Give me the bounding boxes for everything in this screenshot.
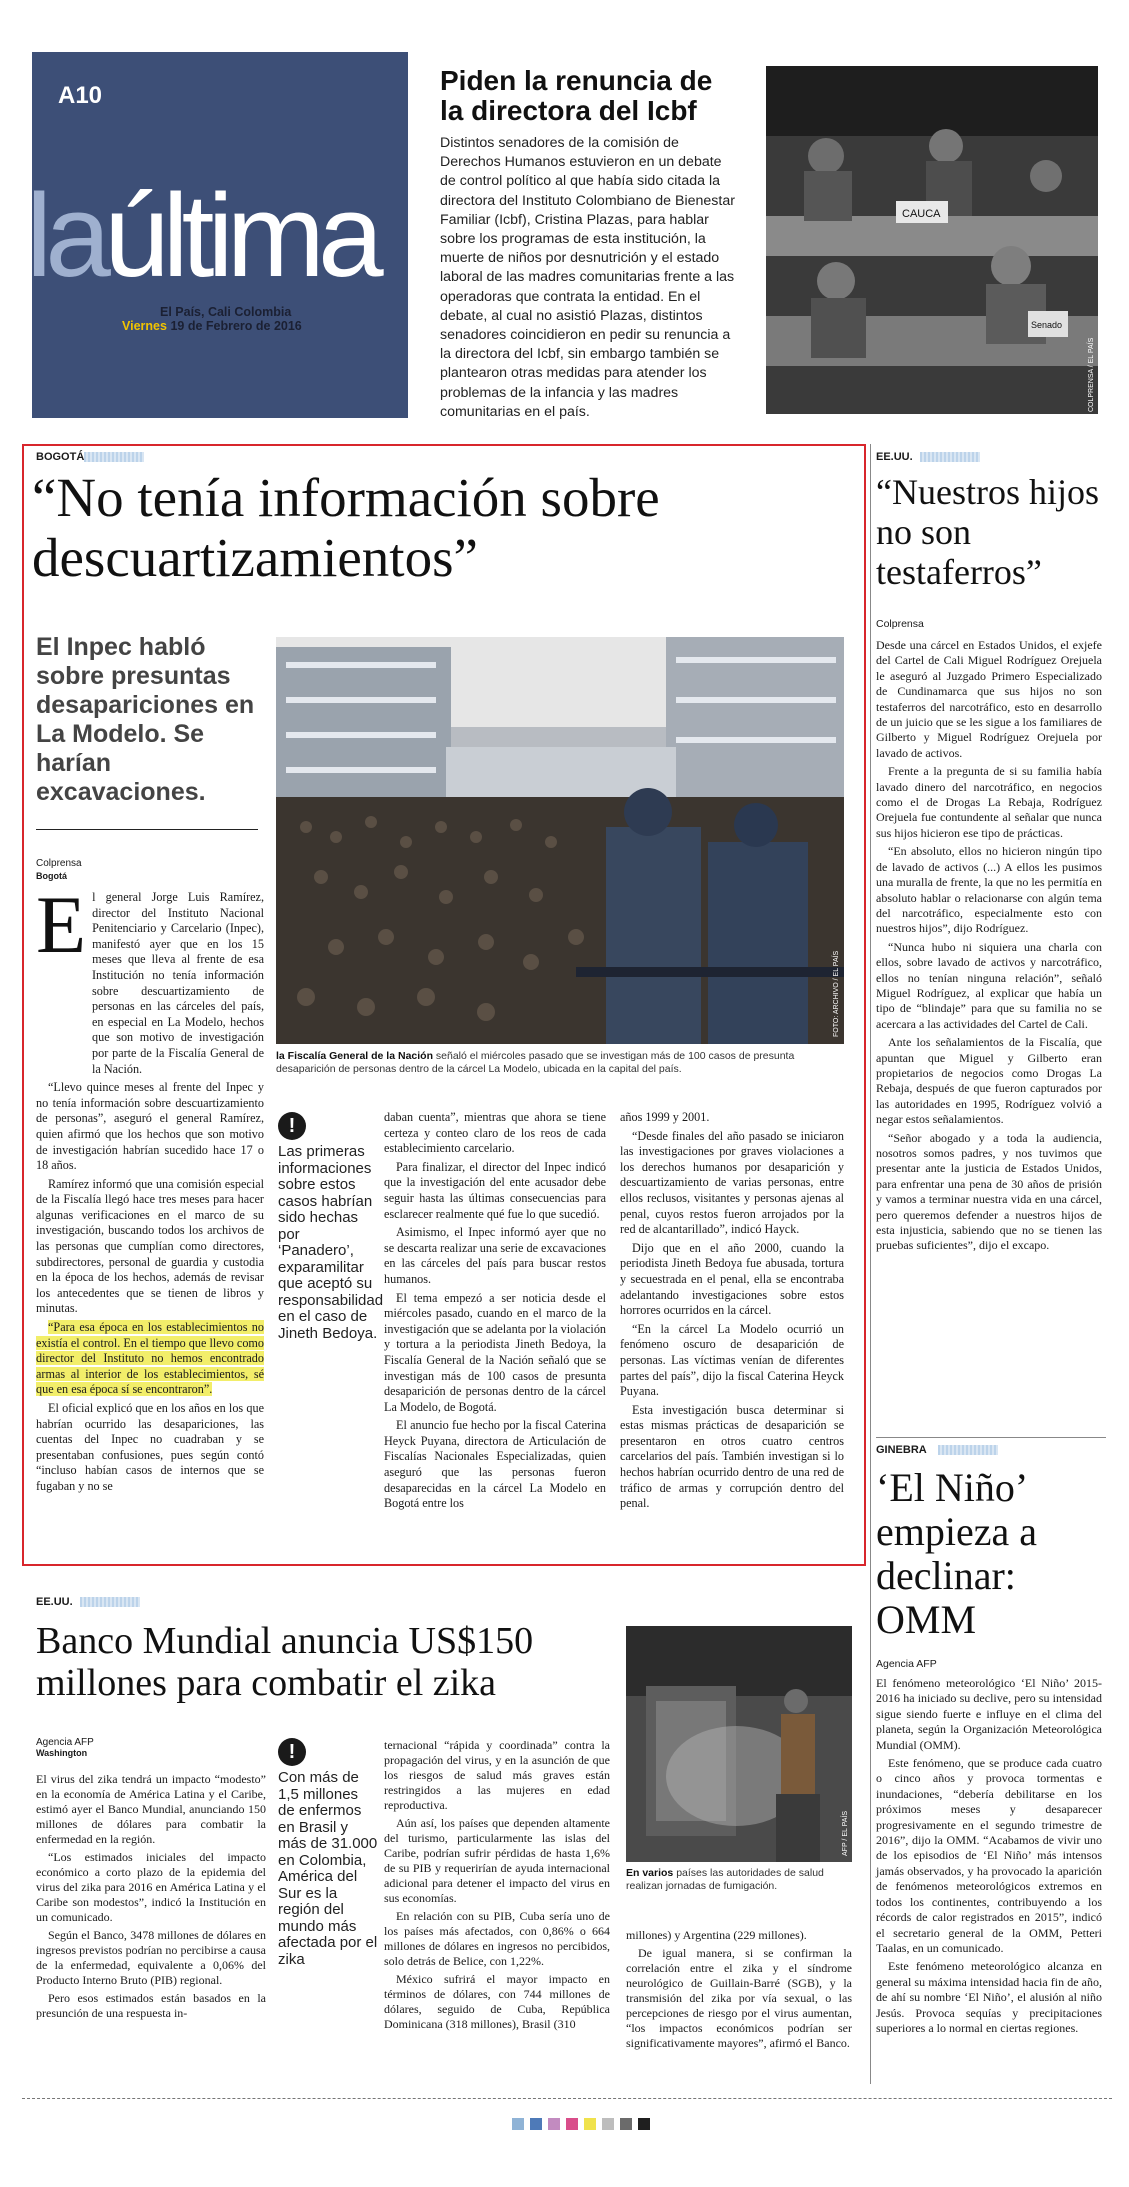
color-swatch [512,2118,524,2130]
right-p1: Desde una cárcel en Estados Unidos, el exjefe del Cartel de Cali Miguel Rodríguez Orejuela le aseguró al Juzgado Primero Especializado de Cundinamarca que sus hijos no son testaferros del narcotráfico, esto en desarrollo de un juicio que se les sigue a los familiares de Gilberto y Miguel Rodríguez Orejuela por lavado de activos. [876,638,1102,760]
zika-sidenote [278,1738,378,1968]
zika-c3-p1: ternacional “rápida y coordinada” contra la propagación del virus, y en la asunción de que los riesgos de salud más graves están restringidos a las mujeres en edad reproductiva. [384,1738,610,1812]
right-p5: Ante los señalamientos de la Fiscalía, que apuntan que Miguel y Gilberto eran propietarios de negocios como Drogas La Rebaja, después de que fueron capturados por las autoridades en 1995, Rodríguez volvió a negar estos señalamientos. [876,1035,1102,1127]
color-swatch [566,2118,578,2130]
main-photo-credit: FOTO: ARCHIVO / EL PAÍS [833,950,840,1037]
nino-p2: Este fenómeno, que se produce cada cuatro o cinco años y provoca tormentas e inundaciones, “debería debilitarse en los próximos meses y desaparecer progresivamente en el segundo trimestre de 2016”, dijo la OMM. “Acabamos de vivir uno de los episodios de ‘El Niño’ más intensos jamás observados, y ha provocado la aparición de fenómenos meteorológicos extremos en todos los continentes, contribuyendo a los récords de calor registrados en 2015”, indicó el secretario general de la OMM, Petteri Taalas, en un comunicado. [876,1756,1102,1955]
main-col4-p3: Dijo que en el año 2000, cuando la periodista Jineth Bedoya fue abusada, tortura y secuestrada en el penal, ella se encontraba adelantando investigaciones sobre estos horrores ocurridos en la cárcel. [620,1240,844,1318]
right-divider [876,1437,1106,1438]
right-p4: “Nunca hubo ni siquiera una charla con ellos, sobre lavado de activos y narcotráfico, ellos no tenían ninguna relación”, señaló Miguel Rodríguez, al explicar que había un tipo de “blindaje” para que su familia no se acercara a las actividades del Cartel de Cali. [876,939,1102,1031]
main-source-city: Bogotá [36,871,67,881]
nino-source: Agencia AFP [876,1658,937,1670]
zika-caption-bold: En varios [626,1867,674,1879]
nino-body [876,1676,1102,2039]
right-p6: “Señor abogado y a toda la audiencia, nosotros somos padres, y nos tuvimos que presentar ante la justicia de Estados Unidos, para enfrentar una pena de 30 años de prisión y vamos a terminar nuestra vida en una cárcel, pero queremos defender a nuestros hijos de esta injusticia, sabiendo que no se tienen las pruebas suficientes”, dijo el excapo. [876,1130,1102,1253]
dateline [122,305,382,333]
right-source: Colprensa [876,618,924,630]
main-col1-p5: El oficial explicó que en los años en los que habrían ocurrido las desapariciones, las cuentas del Inpec no cuadraban y se presentaban confusiones, pues según contó “incluso habían casos de internos que se fugaban y no se [36,1401,264,1493]
zika-c3-p2: Aún así, los países que dependen altamente del turismo, particularmente las islas del Caribe, podrían sufrir pérdidas de hasta 1,6% de su PIB y requerirían de ayuda internacional adicional para detener el impacto del virus en sus economías. [384,1816,610,1905]
main-col3-p2: Para finalizar, el director del Inpec indicó que la investigación del ente acusador debe seguir hasta las últimas consecuencias para esclarecer realmente qué fue lo que sucedió. [384,1159,606,1221]
zika-tag-label: EE.UU. [36,1596,73,1608]
deck-rule [36,829,258,830]
zika-col-3 [384,1738,610,2035]
masthead-block [26,52,408,418]
zika-tag-bar [80,1597,140,1607]
nino-tag-bar [938,1445,998,1455]
right-story-tag-label: EE.UU. [876,451,913,463]
zika-caption-text: países las autoridades de salud realizan jornadas de fumigación. [626,1867,824,1892]
footer-rule [22,2098,1112,2099]
right-body [876,638,1102,1257]
color-swatch [530,2118,542,2130]
main-col1-highlight [36,1320,264,1398]
zika-tag [36,1596,73,1608]
exclamation-icon-zika: ! [278,1738,306,1766]
main-col-3 [384,1110,606,1515]
zika-c1-p1: El virus del zika tendrá un impacto “modesto” en la economía de América Latina y el Caribe, estimó ayer el Banco Mundial, anunciando 150 millones de dólares para combatir la enfermedad en la región. [36,1772,266,1846]
zika-headline: Banco Mundial anuncia US$150 millones para combatir el zika [36,1620,534,1704]
page-number: A10 [58,82,103,109]
color-swatch [638,2118,650,2130]
dropcap: E [36,879,87,970]
section-title [26,170,377,302]
nino-p3: Este fenómeno meteorológico alcanza en general su máxima intensidad hacia fin de año, de ahí su nombre ‘El Niño’, el alusión al niño Jesús. Provoca sequías y precipitaciones superiores a lo normal en ciertas regiones. [876,1959,1102,2035]
main-col4-p5: Esta investigación busca determinar si estas mismas prácticas de desaparición se presentaron en otros cuatro centros carcelarios del país. También investigan si lo hechos habrían ocurrido dentro de una red de tráfico de armas y corrupción dentro del penal. [620,1402,844,1511]
top-headline: Piden la renuncia de la directora del Icbf [440,65,713,126]
color-swatch [620,2118,632,2130]
nino-headline: ‘El Niño’ empieza a declinar: OMM [876,1465,1037,1642]
nino-p1: El fenómeno meteorológico ‘El Niño’ 2015-2016 ha iniciado su declive, pero su intensidad sigue siendo fuerte e influye en el clima del planeta, según la Organización Meteorológica Mundial (OMM). [876,1676,1102,1752]
dateline-date: 19 de Febrero de 2016 [170,319,302,333]
nino-tag-label: GINEBRA [876,1444,927,1456]
zika-col-1 [36,1772,266,2024]
main-col3-p4: El tema empezó a ser noticia desde el miércoles pasado, cuando en el marco de la investigación que se adelanta por la violación y tortura a la periodista Jineth Bedoya, la Fiscalía General de la Nación señaló que se investigan más de 100 casos de presunta desaparición de personas dentro de la cárcel La Modelo, de Bogotá. [384,1290,607,1414]
main-story-tag-label: BOGOTÁ [36,451,85,463]
main-sidenote [278,1112,384,1342]
zika-col-4 [626,1928,852,2054]
main-col-1 [36,879,264,1498]
main-col3-p5: El anuncio fue hecho por la fiscal Caterina Heyck Puyana, directora de Articulación de Fiscalías Nacionales Especializadas, quien aseguró que las personas fueron desaparecidas en la cárcel La Modelo en Bogotá entre los [384,1418,606,1511]
prison-photo [276,637,844,1044]
zika-c1-p2: “Los estimados iniciales del impacto económico a corto plazo de la epidemia del virus del zika para 2016 en América Latina y el Caribe son modestos”, indicó la Institución en un comunicado. [36,1850,266,1924]
dateline-day: Viernes [122,319,167,333]
section-title-la: la [26,170,104,302]
main-headline: “No tenía información sobre descuartizamientos” [32,467,660,588]
nino-tag [876,1444,927,1456]
right-column-rule [870,444,871,2084]
color-swatch [584,2118,596,2130]
color-swatch [602,2118,614,2130]
zika-c4-p1: millones) y Argentina (229 millones). [626,1928,807,1942]
main-story-tag [36,451,84,463]
main-story-tag-bar [84,452,144,462]
senate-photo-svg [766,66,1098,414]
main-col4-p4: “En la cárcel La Modelo ocurrió un fenómeno oscuro de desaparición de personas. Las víctimas venían de diferentes partes del país”, dijo la fiscal Caterina Heyck Puyana. [620,1321,844,1399]
zika-c1-p3: Según el Banco, 3478 millones de dólares en ingresos previstos podrían no percibirse a causa de la enfermedad, equivalente a 0,06% del Producto Interno Bruto (PIB) regional. [36,1928,266,1987]
dateline-paper: El País, Cali Colombia [160,305,292,319]
zika-photo-caption [626,1867,852,1893]
top-photo-credit: COLPRENSA / EL PAÍS [1088,337,1095,412]
top-body: Distintos senadores de la comisión de Derechos Humanos estuvieron en un debate de control político al que había sido citada la directora del Instituto Colombiano de Bienestar Familiar (Icbf), Cristina Plazas, para hablar sobre los programas de esta institución, la muerte de niños por desnutrición y el estado laboral de las madres comunitarias frente a las operadoras que contrata la entidad. En el debate, al cual no asistió Plazas, distintos senadores coincidieron en pedir su renuncia a la directora del Icbf, sin embargo también se plantearon otras medidas para atender los problemas de la infancia y las madres comunitarias en el país. [440,135,735,420]
zika-source-city: Washington [36,1748,88,1758]
zika-c3-p4: México sufrirá el mayor impacto en términos de dólares, con 744 millones de dólares, seguido de Cuba, República Dominicana (318 millones), Brasil (310 [384,1972,610,2031]
right-p3: “En absoluto, ellos no hicieron ningún tipo de lavado de activos (...) A ellos les pusimos una muralla de frente, la que no les permitía en absoluto hablar o relacionarse con algún tema del narcotráfico, especialmente esto con nuestros hijos”, dijo Rodríguez. [876,844,1102,936]
main-caption-bold: la Fiscalía General de la Nación [276,1050,433,1062]
senate-photo [766,66,1098,414]
exclamation-icon: ! [278,1112,306,1140]
zika-c3-p3: En relación con su PIB, Cuba sería uno de los países más afectados, con 0,86% o 664 millones de dólares en ingresos no percibidos, solo detrás de Belice, con 1,22%. [384,1909,610,1968]
highlighted-quote: “Para esa época en los establecimientos no existía el control. En el tiempo que llevo como director del Instituto no hemos encontrado armas al interior de los establecimientos, sé que en esa época sí se encontraron”. [36,1320,264,1397]
color-swatch [548,2118,560,2130]
main-col-4 [620,1110,844,1515]
main-col3-p1: daban cuenta”, mientras que ahora se tiene certeza y conteo claro de los reos de cada establecimiento carcelario. [384,1110,606,1156]
section-title-ultima: última [103,170,377,302]
main-col4-p2: “Desde finales del año pasado se iniciaron las investigaciones por graves violaciones a los derechos humanos por desaparición y descuartizamiento de varias personas, entre ellos reclusos, visitantes y personas ajenas al penal, cuyos restos fueron arrojados por la red de alcantarillado”, indicó Hayck. [620,1128,844,1237]
right-p2: Frente a la pregunta de si su familia había lavado dinero del narcotráfico, en negocios como el de Drogas La Rebaja, Rodríguez Orejuela fue contundente al señalar que nunca sus hijos hicieron ese tipo de prácticas. [876,764,1102,840]
photo-sign-senado: Senado [1031,320,1063,330]
main-deck: El Inpec habló sobre presuntas desapariciones en La Modelo. Se harían excavaciones. [36,633,255,806]
main-col1-p3: Ramírez informó que una comisión especial de la Fiscalía llegó hace tres meses para hacer algunas verificaciones en el marco de su investigación, buscando todos los archivos de las personas que cumplían como directores, subdirectores, personal de guardia y custodia en la época de los hechos, además de revisar los antecedentes que se tienen de libros y minutas. [36,1176,264,1316]
main-caption-text: señaló el miércoles pasado que se investigan más de 100 casos de presunta desaparición de personas dentro de la cárcel La Modelo, ubicada en la capital del país. [276,1050,795,1075]
main-photo-caption [276,1050,836,1076]
zika-c1-p4: Pero esos estimados están basados en la presunción de una respuesta in- [36,1991,266,2020]
zika-c4-p2: De igual manera, si se confirman la correlación entre el zika y el síndrome neurológico de Guillain-Barré (SGB), y la transmisión del zika por vía sexual, o las percepciones de riesgo por el virus aumentan, “los impactos económicos podrían ser significativamente mayores”, afirmó el Banco. [626,1946,852,2050]
fumigation-photo-svg [626,1626,852,1862]
zika-source-agency: Agencia AFP [36,1737,94,1748]
main-col3-p3: Asimismo, el Inpec informó ayer que no se descarta realizar una serie de excavaciones en las cárceles del país para buscar restos humanos. [384,1225,606,1286]
fumigation-photo [626,1626,852,1862]
main-col1-p2: “Llevo quince meses al frente del Inpec y no tenía información sobre descuartizamiento de personas”, aseguró el general Ramírez, quien afirmó que los hechos que son motivo de investigación habrían sucedido hace 17 o 18 años. [36,1080,264,1173]
right-story-tag-bar [920,452,980,462]
main-sidenote-text: Las primeras informaciones sobre estos casos habrían sido hechas por ‘Panadero’, exparamilitar que aceptó su responsabilidad en el caso de Jineth Bedoya. [278,1143,384,1342]
zika-photo-credit: AFP / EL PAÍS [842,1810,849,1856]
main-col4-p1: años 1999 y 2001. [620,1110,710,1124]
main-source-agency: Colprensa [36,858,82,869]
zika-sidenote-text: Con más de 1,5 millones de enfermos en Brasil y más de 31.000 en Colombia, América del Sur es la región del mundo más afectada por el zika [278,1769,378,1968]
main-col1-p1: l general Jorge Luis Ramírez, director del Instituto Nacional Penitenciario y Carcelario (Inpec), manifestó ayer que en los 15 meses que lleva al frente de esa Institución no tenía información sobre descuartizamiento de personas en las cárceles del país, en especial en La Modelo, hechos que son motivo de investigación por parte de la Fiscalía General de la Nación. [92,890,264,1076]
right-headline: “Nuestros hijos no son testaferros” [876,472,1099,592]
zika-source [36,1737,94,1759]
photo-sign-cauca: CAUCA [902,208,941,220]
right-story-tag [876,451,913,463]
prison-photo-svg [276,637,844,1044]
